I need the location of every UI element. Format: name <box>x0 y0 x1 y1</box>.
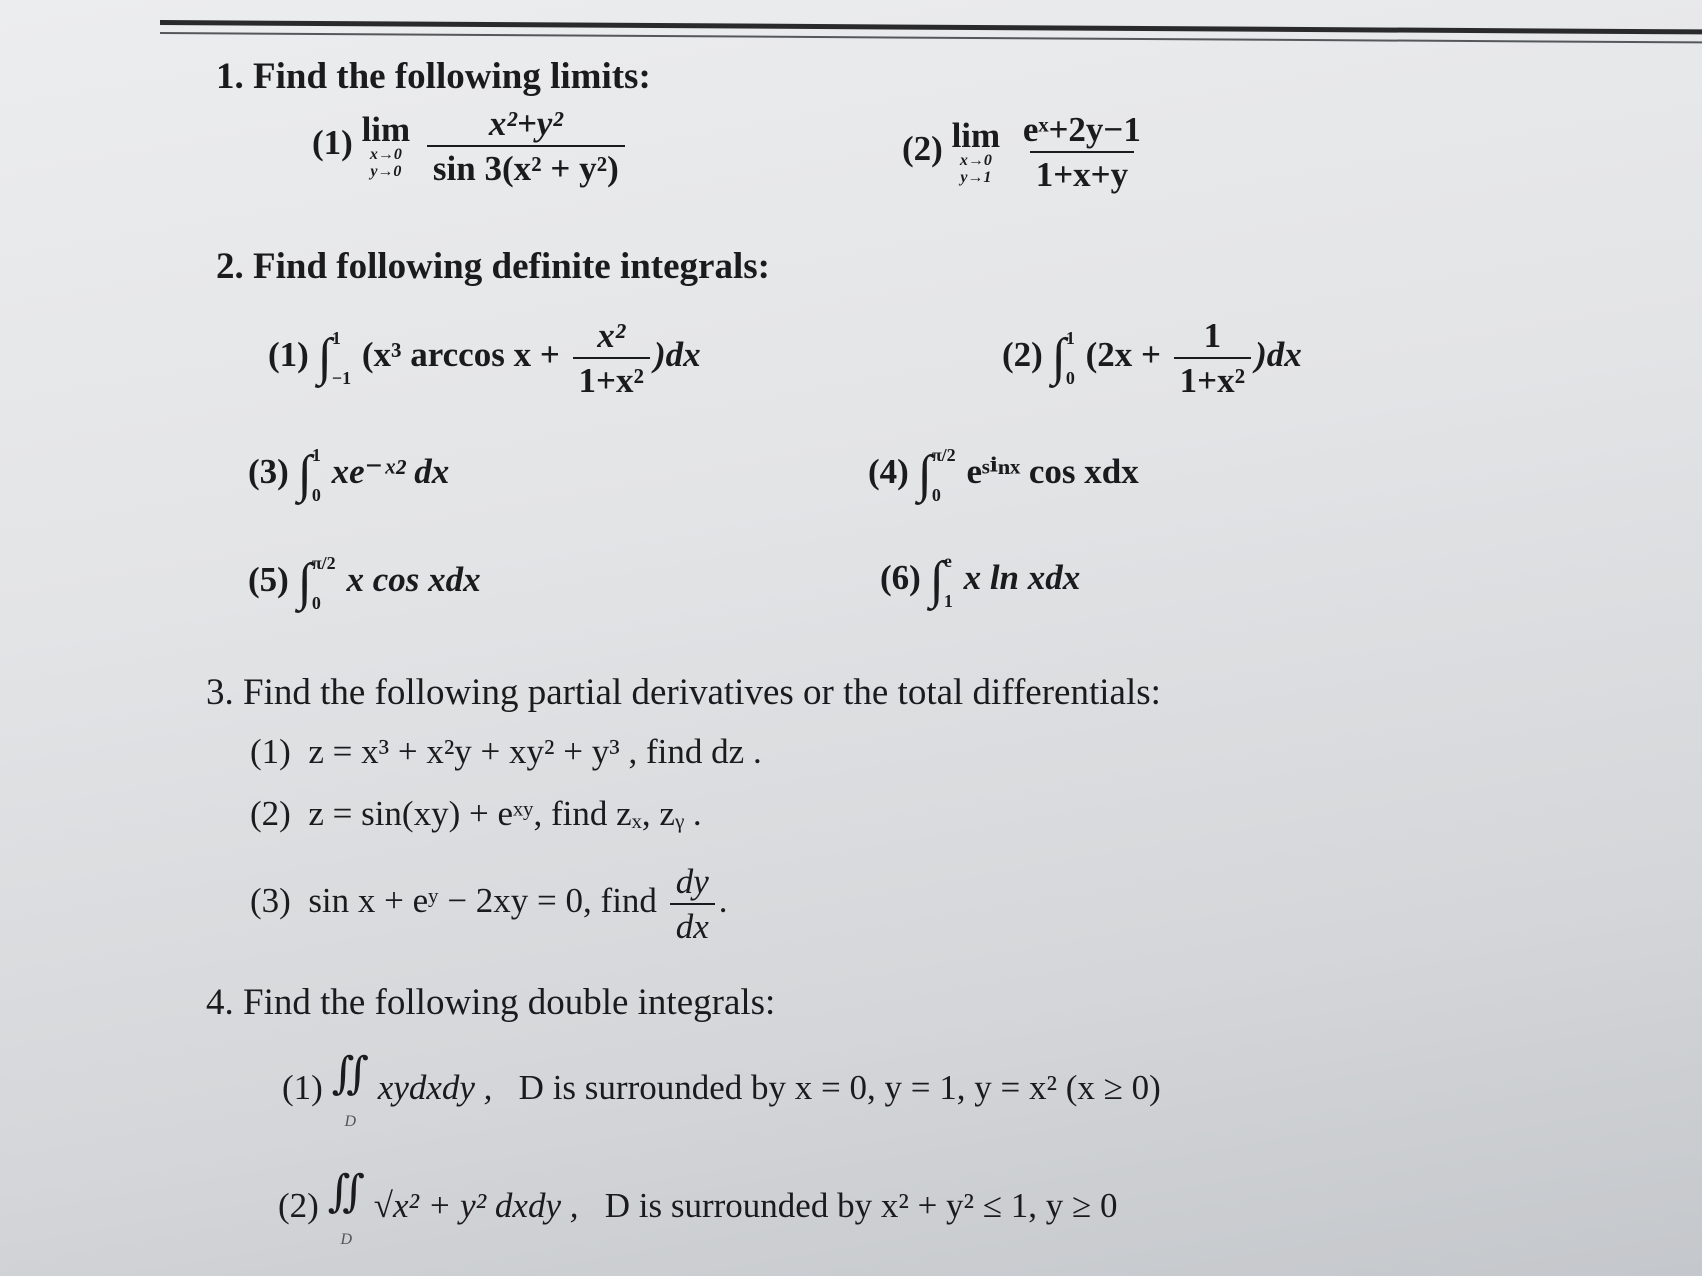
integral-sign-icon: ∫ <box>929 552 944 609</box>
limit-2-operator: lim x→0 y→1 <box>951 115 1001 186</box>
integral-sign-icon: ∫ <box>317 329 332 386</box>
integral-1: (1) ∫ 1 −1 (x³ arccos x + $\frac{\text{x²}}{\text{1+x²}}$ )dx <box>268 316 701 400</box>
limit-2 <box>902 112 1151 192</box>
section4-heading: 4. Find the following double integrals: <box>206 982 776 1023</box>
derivative-1-label: (1) <box>250 732 291 771</box>
integral-2: (2) ∫ 1 0 (2x + $\frac{1}{\text{1+x²}}$ )dx <box>1002 316 1302 400</box>
double-integral-1-label: (1) <box>282 1068 323 1108</box>
integral-sign-icon: ∫ <box>297 446 312 503</box>
integral-6-label: (6) <box>880 558 921 598</box>
integral-3: (3) ∫ 1 0 xe⁻ˣ² dx <box>248 445 450 505</box>
derivative-3-label: (3) <box>250 881 291 921</box>
integral-4-label: (4) <box>868 452 909 492</box>
integral-3-label: (3) <box>248 452 289 492</box>
integral-sign-icon: ∫ <box>917 446 932 503</box>
double-integral-1: (1) ∬ D xydxdy , D is surrounded by x = 0, y = 1, y = x² (x ≥ 0) <box>282 1049 1161 1130</box>
double-integral-sign-icon: ∬ <box>327 1167 366 1216</box>
integral-sign-icon: ∫ <box>1051 329 1066 386</box>
limit-1-fraction: $\frac{\text{x²+y²}}{\text{sin 3(x² + y²)}}$ <box>427 106 625 186</box>
section2-heading: 2. Find following definite integrals: <box>216 246 770 287</box>
section3-heading: 3. Find the following partial derivatives or the total differentials: <box>206 672 1161 713</box>
limit-2-fraction: $\frac{\text{eˣ+2y−1}}{1+x+y}$ <box>1022 110 1141 194</box>
section1-heading: 1. Find the following limits: <box>216 56 651 97</box>
limit-1 <box>312 106 629 186</box>
limit-1-operator: lim x→0 y→0 <box>361 109 411 180</box>
integral-1-label: (1) <box>268 335 309 375</box>
integral-4: (4) ∫ π/2 0 eˢⁱⁿˣ cos xdx <box>868 445 1139 505</box>
double-integral-2-label: (2) <box>278 1186 319 1226</box>
integral-5: (5) ∫ π/2 0 x cos xdx <box>248 553 481 613</box>
derivative-2: (2) z = sin(xy) + eˣʸ, find zₓ, zᵧ . <box>250 794 702 833</box>
double-integral-2: (2) ∬ D √x² + y² dxdy , D is surrounded by x² + y² ≤ 1, y ≥ 0 <box>278 1167 1118 1248</box>
limit-2-label: (2) <box>902 129 943 169</box>
integral-sign-icon: ∫ <box>297 554 312 611</box>
double-integral-sign-icon: ∬ <box>331 1049 370 1098</box>
derivative-1: (1) z = x³ + x²y + xy² + y³ , find dz . <box>250 732 762 771</box>
derivative-2-label: (2) <box>250 794 291 833</box>
integral-5-label: (5) <box>248 560 289 600</box>
integral-2-label: (2) <box>1002 335 1043 375</box>
integral-6: (6) ∫ e 1 x ln xdx <box>880 551 1081 611</box>
limit-1-label: (1) <box>312 123 353 163</box>
derivative-3: (3) sin x + eʸ − 2xy = 0, find $\frac{dy}{dx}$ . <box>250 862 728 946</box>
